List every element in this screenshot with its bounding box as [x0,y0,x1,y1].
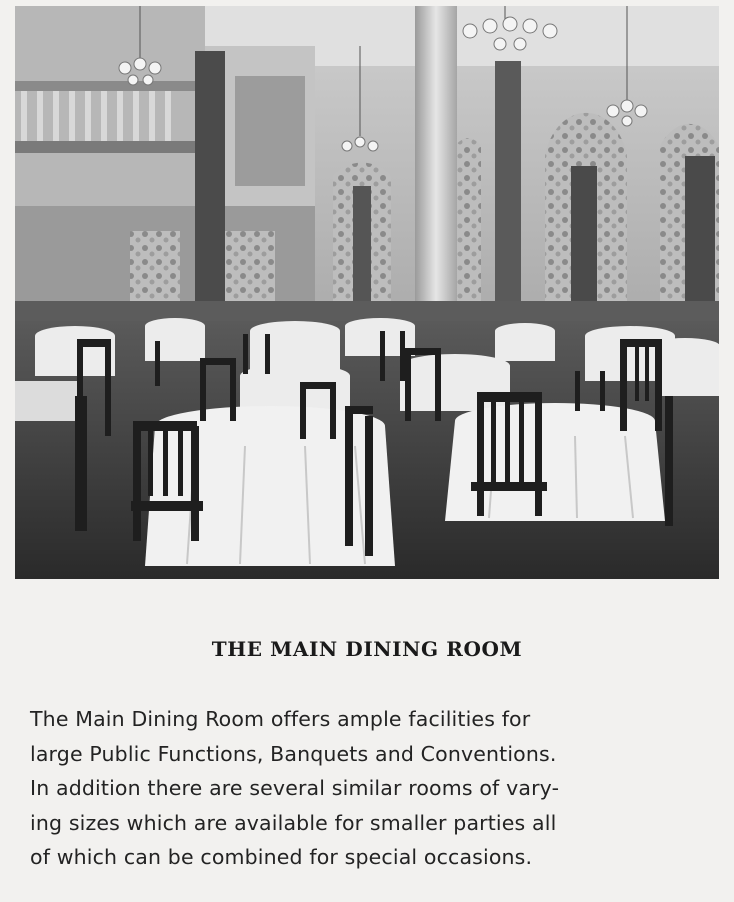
caption-line: large Public Functions, Banquets and Conventions. [30,741,557,766]
dining-room-photo [15,6,719,579]
caption-line: of which can be combined for special occasions. [30,845,533,869]
caption-title: THE MAIN DINING ROOM [211,637,523,661]
caption-line: ing sizes which are available for smaller parties all [30,810,557,835]
caption-line: The Main Dining Room offers ample facilities for [30,707,531,731]
caption-paragraph [30,702,700,875]
caption-line: In addition there are several similar rooms of vary- [30,776,560,800]
dining-room-illustration [15,6,719,579]
